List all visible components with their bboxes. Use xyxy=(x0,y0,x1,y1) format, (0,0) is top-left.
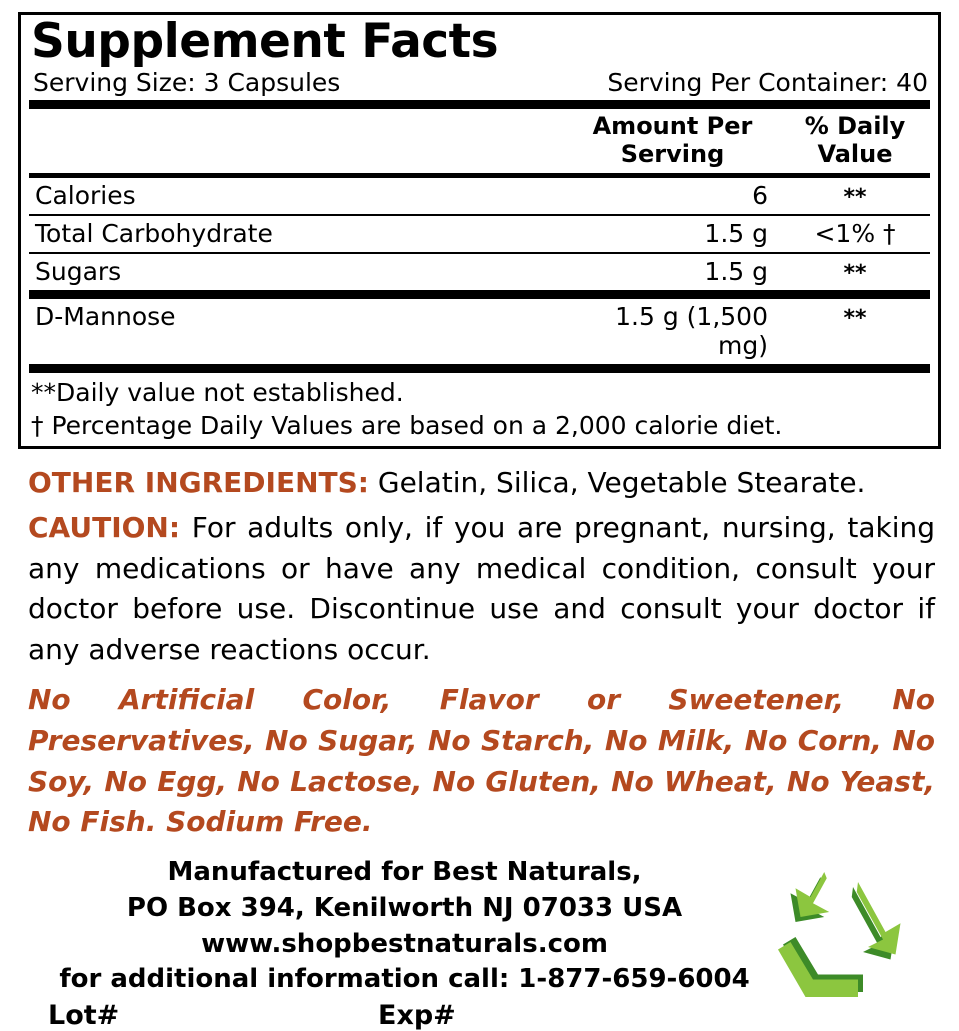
nutrient-dv: <1% † xyxy=(814,218,896,248)
table-row xyxy=(29,178,930,214)
servings-per-container: Serving Per Container: 40 xyxy=(607,68,928,98)
manufacturer-address: PO Box 394, Kenilworth NJ 07033 USA xyxy=(126,892,683,923)
column-header-row xyxy=(29,109,930,172)
other-ingredients-text: Gelatin, Silica, Vegetable Stearate. xyxy=(368,466,866,500)
dv-header-line1: % Daily xyxy=(804,112,906,141)
label-body xyxy=(14,449,945,1031)
nutrient-amount: 1.5 g (1,500 mg) xyxy=(615,301,768,360)
panel-rule-before-footnotes xyxy=(29,364,930,373)
serving-size: Serving Size: 3 Capsules xyxy=(33,68,341,98)
supplement-facts-panel xyxy=(18,12,941,449)
nutrient-name: Calories xyxy=(35,180,136,210)
caution-paragraph xyxy=(28,508,941,670)
nutrient-amount: 1.5 g xyxy=(704,256,768,286)
table-row xyxy=(29,216,930,252)
exp-label: Exp# xyxy=(378,1000,456,1031)
nutrient-dv: ** xyxy=(843,305,867,331)
free-of-claims: No Artificial Color, Flavor or Sweetener, No Preservatives, No Sugar, No Starch, No Milk, No Corn, No Soy, No Egg, No Lactose, No Gluten, No Wheat, No Yeast, No Fish. Sodium Free. xyxy=(28,683,935,839)
serving-info-row xyxy=(29,66,930,100)
amount-header-line1: Amount Per xyxy=(592,112,753,141)
other-ingredients-paragraph xyxy=(28,465,941,500)
amount-per-serving-header xyxy=(565,113,780,168)
table-row xyxy=(29,299,930,364)
caution-text: For adults only, if you are pregnant, nursing, taking any medications or have any medical condition, consult your doctor before use. Discontinue use and consult your doctor if any adverse reactions occur. xyxy=(28,511,935,666)
recycle-icon xyxy=(758,867,923,1002)
footnote-percentage: † Percentage Daily Values are based on a 2,000 calorie diet. xyxy=(31,410,783,440)
lot-label: Lot# xyxy=(48,1000,120,1031)
dv-header-line2: Value xyxy=(817,139,893,168)
amount-header-line2: Serving xyxy=(620,139,725,168)
panel-rule-before-highlight xyxy=(29,290,930,299)
nutrient-name: D-Mannose xyxy=(35,301,176,331)
panel-title: Supplement Facts xyxy=(31,14,499,69)
nutrient-amount: 6 xyxy=(752,180,768,210)
daily-value-header xyxy=(780,113,930,168)
panel-rule-top xyxy=(29,100,930,109)
manufacturer-block xyxy=(18,855,941,1031)
table-row xyxy=(29,254,930,290)
other-ingredients-label: OTHER INGREDIENTS: xyxy=(28,466,369,500)
manufacturer-website[interactable]: www.shopbestnaturals.com xyxy=(201,928,608,959)
nutrient-name: Total Carbohydrate xyxy=(35,218,273,248)
caution-label: CAUTION: xyxy=(28,511,181,545)
nutrient-dv: ** xyxy=(843,260,867,286)
nutrient-name: Sugars xyxy=(35,256,122,286)
manufacturer-name: Manufactured for Best Naturals, xyxy=(167,856,642,887)
manufacturer-phone: for additional information call: 1-877-659-6004 xyxy=(59,964,750,995)
nutrient-dv: ** xyxy=(843,184,867,210)
lot-exp-row xyxy=(18,1000,941,1031)
footnote-daily-value: **Daily value not established. xyxy=(31,377,404,407)
panel-footnotes xyxy=(29,373,930,443)
nutrient-amount: 1.5 g xyxy=(704,218,768,248)
